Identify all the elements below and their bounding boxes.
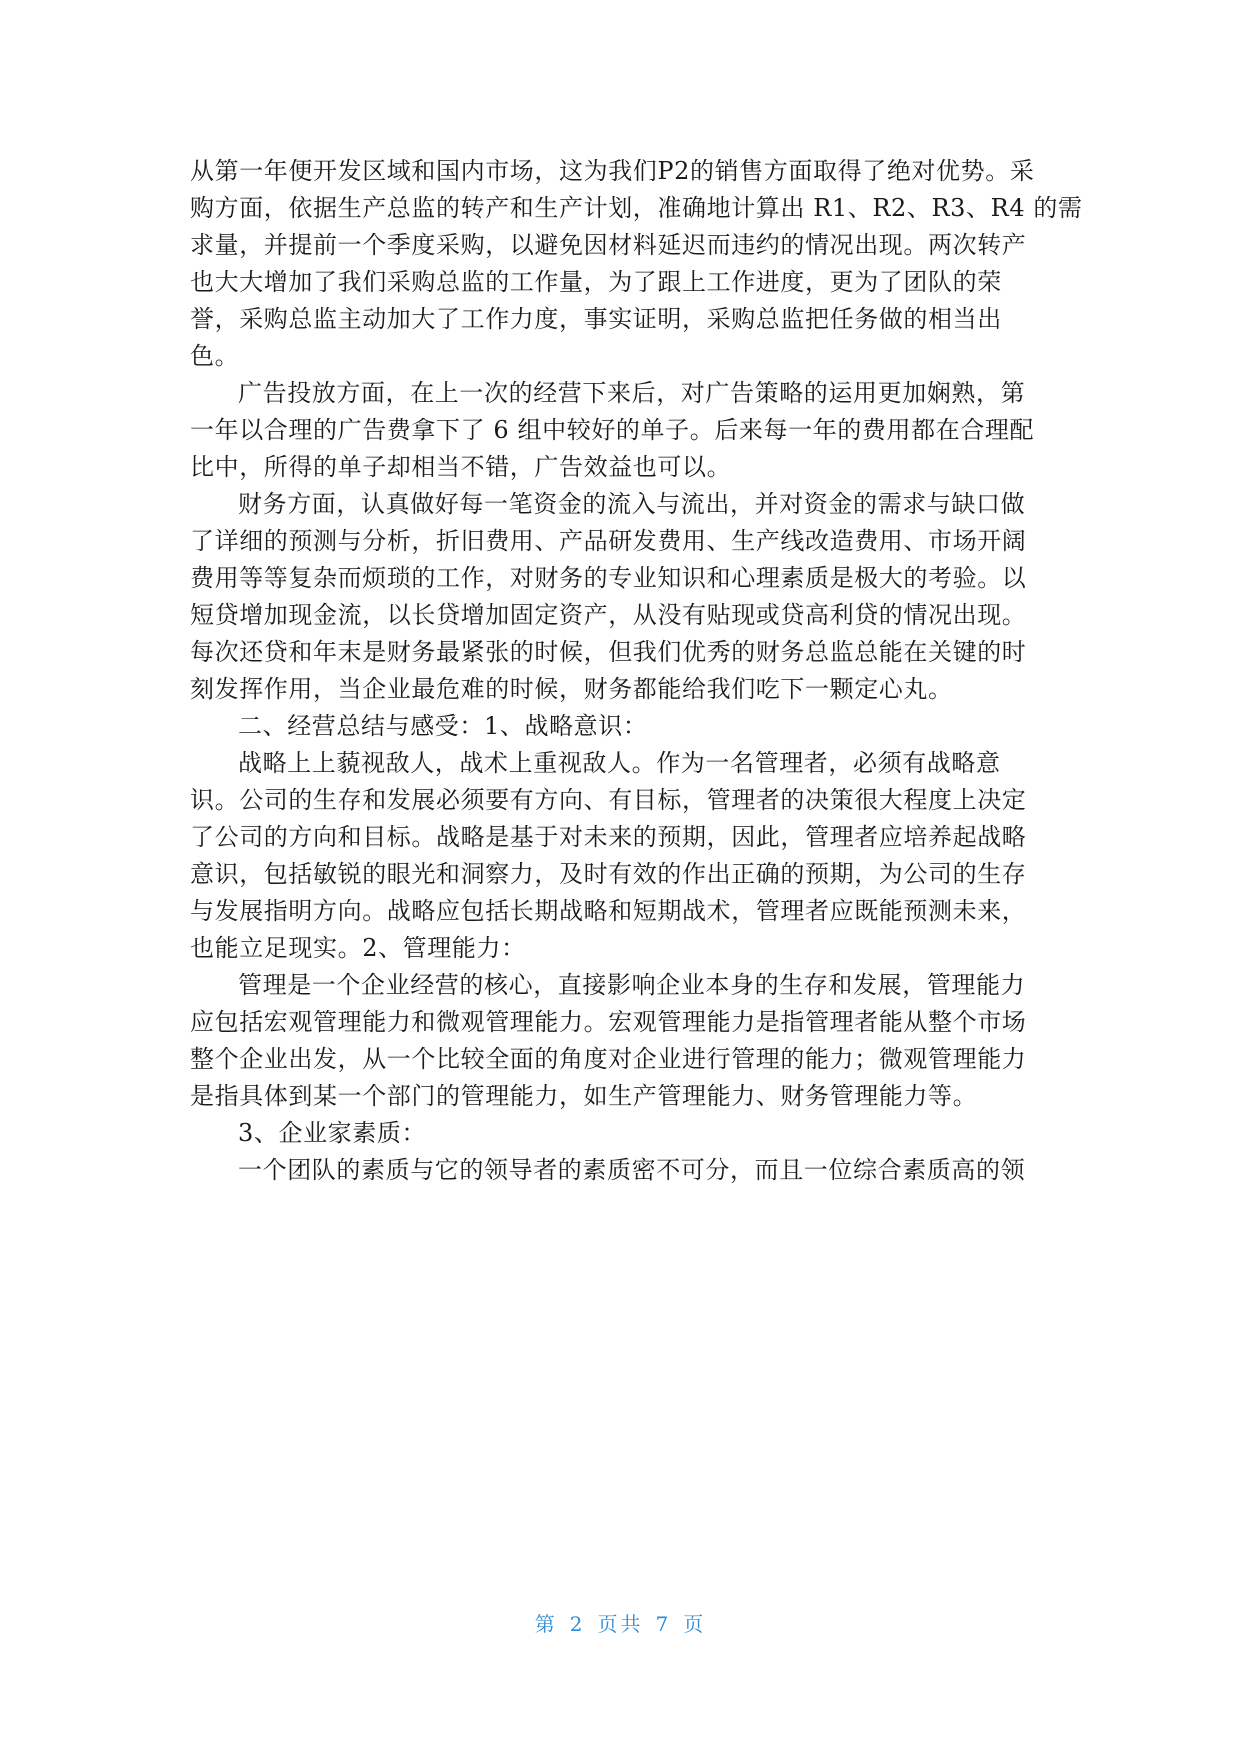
text-line: 广告投放方面，在上一次的经营下来后，对广告策略的运用更加娴熟，第 xyxy=(238,379,1026,407)
text-line: 也大大增加了我们采购总监的工作量，为了跟上工作进度，更为了团队的荣 xyxy=(190,268,1002,296)
text-line: 与发展指明方向。战略应包括长期战略和短期战术，管理者应既能预测未来， xyxy=(190,897,1027,925)
text-line: 色。 xyxy=(190,342,240,370)
text-line: 刻发挥作用，当企业最危难的时候，财务都能给我们吃下一颗定心丸。 xyxy=(190,675,953,703)
text-line: 管理是一个企业经营的核心，直接影响企业本身的生存和发展，管理能力 xyxy=(238,971,1026,999)
text-line: 比中，所得的单子却相当不错，广告效益也可以。 xyxy=(190,453,732,481)
text-line: 誉，采购总监主动加大了工作力度，事实证明，采购总监把任务做的相当出 xyxy=(190,305,1002,333)
section-heading: 二、经营总结与感受：1、战略意识： xyxy=(238,712,648,740)
text-line: 战略上上藐视敌人，战术上重视敌人。作为一名管理者，必须有战略意 xyxy=(238,749,1001,777)
text-line: 费用等等复杂而烦琐的工作，对财务的专业知识和心理素质是极大的考验。以 xyxy=(190,564,1027,592)
section-heading: 3、企业家素质： xyxy=(238,1119,427,1147)
text-line: 一年以合理的广告费拿下了 6 组中较好的单子。后来每一年的费用都在合理配 xyxy=(190,416,1035,444)
text-line: 识。公司的生存和发展必须要有方向、有目标，管理者的决策很大程度上决定 xyxy=(190,786,1027,814)
page-footer xyxy=(0,1608,1241,1637)
text-line: 短贷增加现金流，以长贷增加固定资产，从没有贴现或贷高利贷的情况出现。 xyxy=(190,601,1027,629)
text-line: 意识，包括敏锐的眼光和洞察力，及时有效的作出正确的预期，为公司的生存 xyxy=(190,860,1027,888)
footer-total-pages: 7 xyxy=(655,1612,672,1636)
footer-end-label: 页 xyxy=(683,1612,707,1636)
footer-total-label: 页共 xyxy=(597,1612,644,1636)
text-line: 了公司的方向和目标。战略是基于对未来的预期，因此，管理者应培养起战略 xyxy=(190,823,1027,851)
footer-page-number: 2 xyxy=(569,1612,586,1636)
footer-page-label: 第 xyxy=(534,1612,558,1636)
text-line: 是指具体到某一个部门的管理能力，如生产管理能力、财务管理能力等。 xyxy=(190,1082,978,1110)
text-line: 应包括宏观管理能力和微观管理能力。宏观管理能力是指管理者能从整个市场 xyxy=(190,1008,1027,1036)
text-line: 也能立足现实。2、管理能力： xyxy=(190,934,526,962)
text-line: 购方面，依据生产总监的转产和生产计划，准确地计算出 R1、R2、R3、R4 的需 xyxy=(190,194,1083,222)
body-text xyxy=(190,153,1083,1189)
text-line: 求量，并提前一个季度采购，以避免因材料延迟而违约的情况出现。两次转产 xyxy=(190,231,1027,259)
text-line: 一个团队的素质与它的领导者的素质密不可分，而且一位综合素质高的领 xyxy=(238,1156,1026,1184)
text-line: 整个企业出发，从一个比较全面的角度对企业进行管理的能力；微观管理能力 xyxy=(190,1045,1027,1073)
text-line: 每次还贷和年末是财务最紧张的时候，但我们优秀的财务总监总能在关键的时 xyxy=(190,638,1027,666)
text-line: 财务方面，认真做好每一笔资金的流入与流出，并对资金的需求与缺口做 xyxy=(238,490,1026,518)
text-line: 从第一年便开发区域和国内市场，这为我们P2的销售方面取得了绝对优势。采 xyxy=(190,157,1035,185)
text-line: 了详细的预测与分析，折旧费用、产品研发费用、生产线改造费用、市场开阔 xyxy=(190,527,1027,555)
